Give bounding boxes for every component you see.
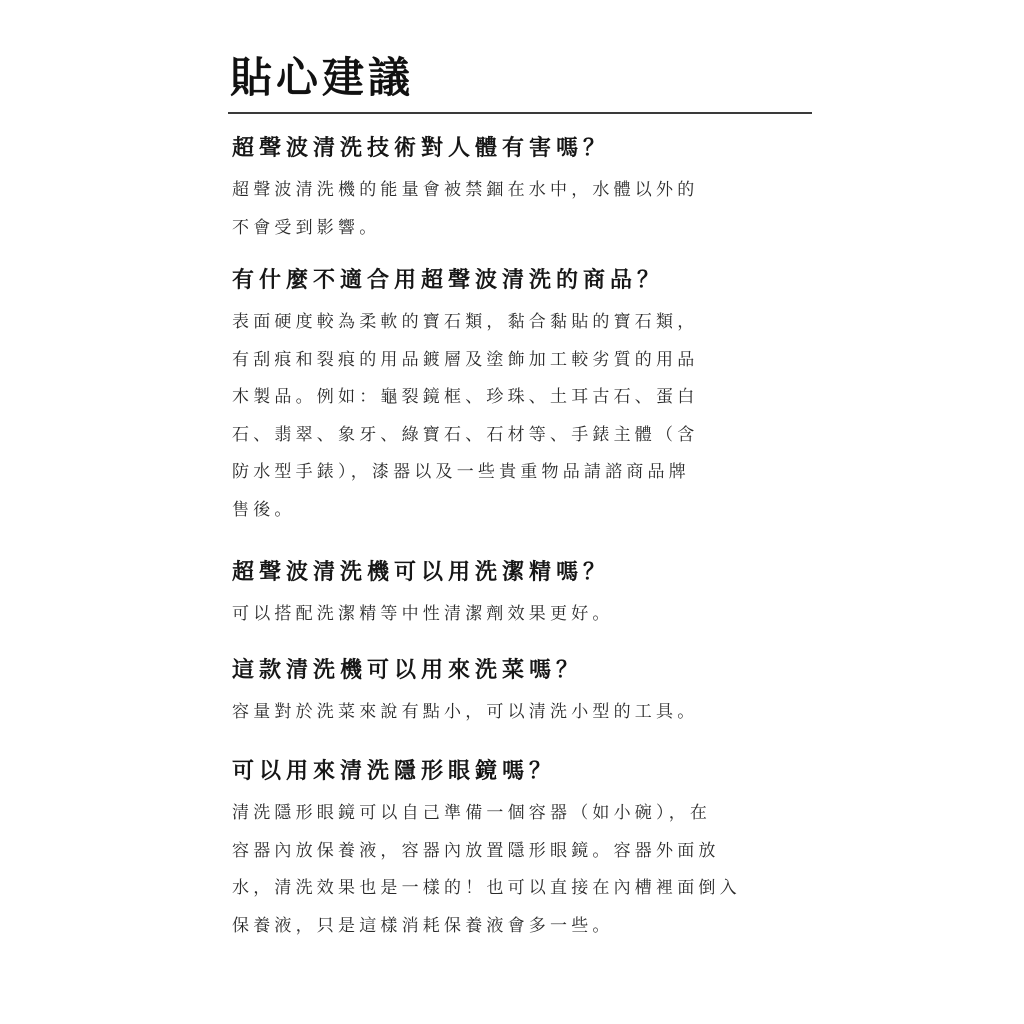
- faq-question: 有什麼不適合用超聲波清洗的商品？: [232, 268, 665, 293]
- faq-answer-line: 超聲波清洗機的能量會被禁錮在水中，水體以外的: [232, 180, 699, 200]
- page-title: 貼心建議: [230, 53, 415, 102]
- faq-answer-line: 水，清洗效果也是一樣的！也可以直接在內槽裡面倒入: [232, 878, 741, 898]
- faq-question: 可以用來清洗隱形眼鏡嗎？: [232, 759, 557, 784]
- faq-answer-line: 不會受到影響。: [232, 217, 381, 238]
- faq-answer-line: 石、翡翠、象牙、綠寶石、石材等、手錶主體（含: [232, 424, 699, 445]
- faq-item-unsuitable-items: [232, 266, 792, 529]
- faq-item-ultrasonic-safety: [232, 134, 792, 247]
- faq-answer: [232, 588, 792, 634]
- title-divider: [228, 112, 812, 114]
- faq-answer: [232, 787, 792, 945]
- faq-answer: [232, 296, 792, 529]
- faq-item-contact-lenses: [232, 757, 792, 945]
- faq-answer: [232, 164, 792, 247]
- faq-answer-line: 售後。: [232, 499, 296, 520]
- faq-answer-line: 清洗隱形眼鏡可以自己準備一個容器（如小碗），在: [232, 803, 712, 823]
- faq-answer: [232, 686, 792, 732]
- faq-question: 這款清洗機可以用來洗菜嗎？: [232, 658, 584, 683]
- faq-answer-line: 容器內放保養液，容器內放置隱形眼鏡。容器外面放: [232, 840, 720, 861]
- faq-answer-line: 可以搭配洗潔精等中性清潔劑效果更好。: [232, 604, 614, 624]
- faq-item-detergent: [232, 558, 792, 634]
- faq-answer-line: 表面硬度較為柔軟的寶石類，黏合黏貼的寶石類，: [232, 312, 699, 332]
- faq-item-vegetables: [232, 656, 792, 732]
- faq-answer-line: 容量對於洗菜來說有點小，可以清洗小型的工具。: [232, 702, 699, 722]
- faq-question: 超聲波清洗機可以用洗潔精嗎？: [232, 560, 611, 585]
- faq-answer-line: 防水型手錶），漆器以及一些貴重物品請諮商品牌: [232, 462, 690, 482]
- faq-answer-line: 保養液，只是這樣消耗保養液會多一些。: [232, 915, 614, 936]
- faq-question: 超聲波清洗技術對人體有害嗎？: [232, 136, 611, 161]
- faq-answer-line: 有刮痕和裂痕的用品鍍層及塗飾加工較劣質的用品: [232, 349, 699, 370]
- faq-answer-line: 木製品。例如：龜裂鏡框、珍珠、土耳古石、蛋白: [232, 387, 699, 407]
